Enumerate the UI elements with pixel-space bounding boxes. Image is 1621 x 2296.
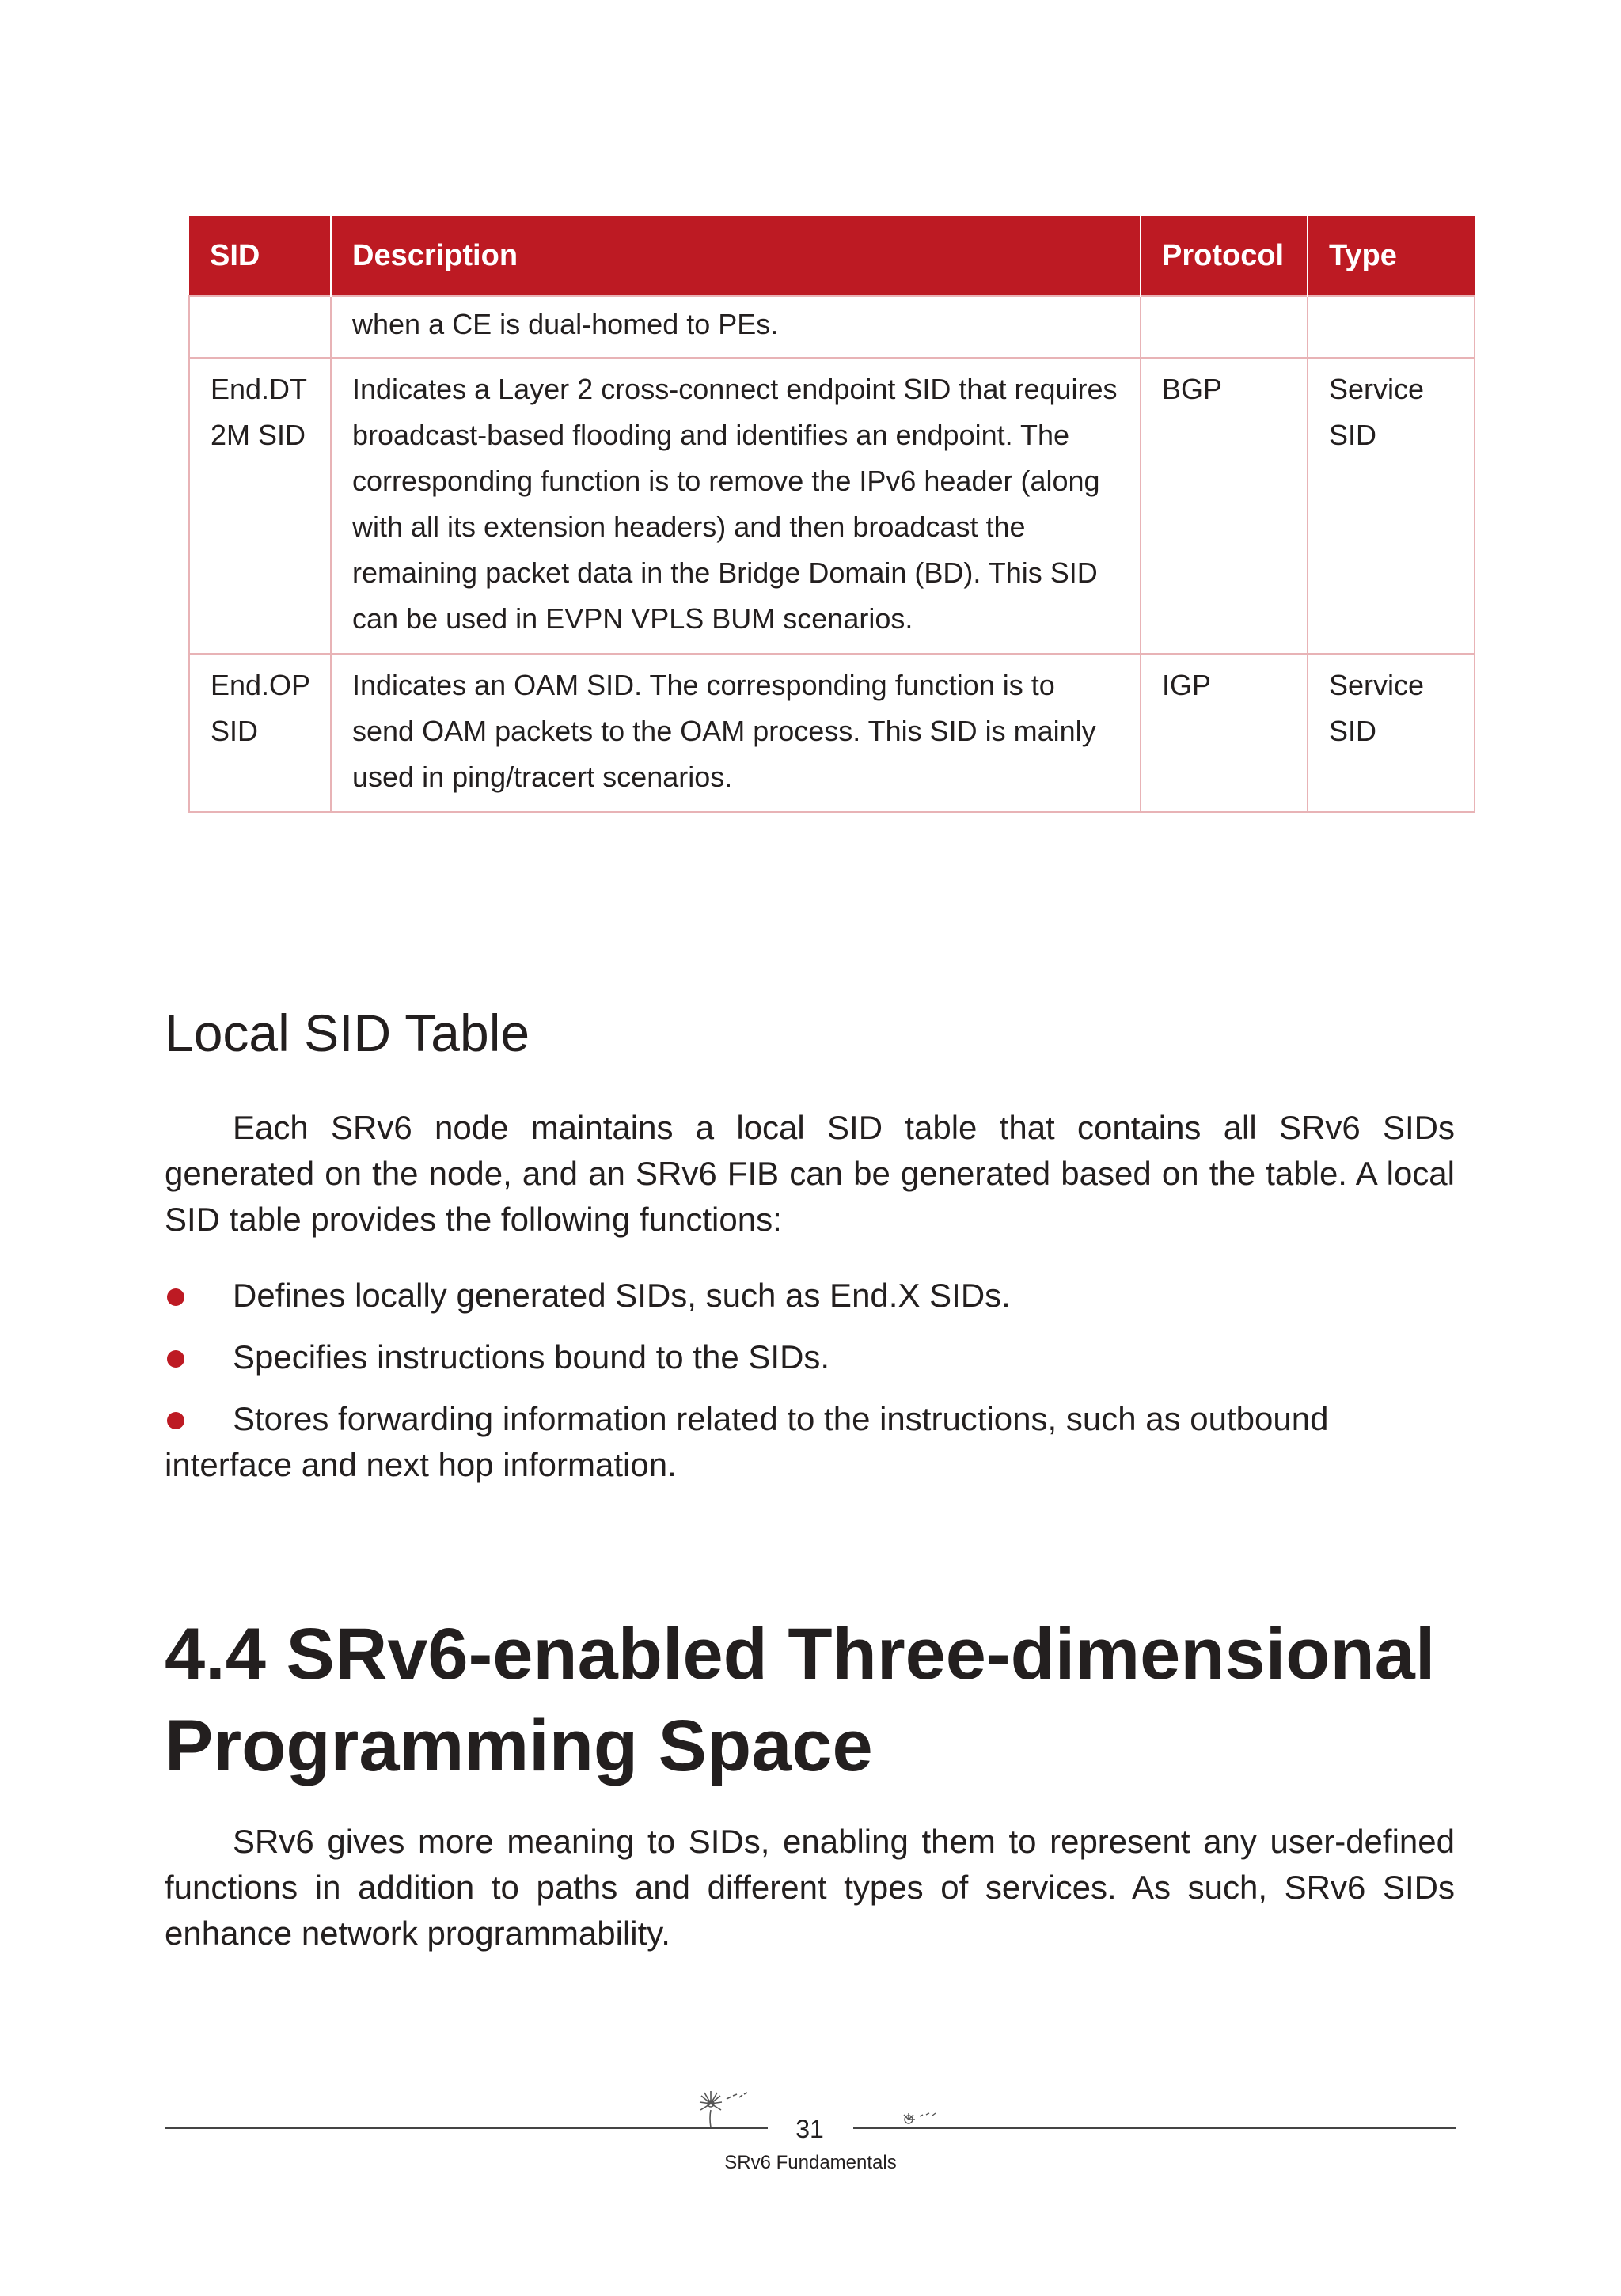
cell-protocol: BGP xyxy=(1141,358,1308,654)
cell-protocol xyxy=(1141,296,1308,358)
cell-sid: End.OP SID xyxy=(189,654,331,812)
footer-title: SRv6 Fundamentals xyxy=(724,2152,897,2173)
header-description: Description xyxy=(331,216,1141,296)
local-sid-heading: Local SID Table xyxy=(165,1004,530,1062)
table-body xyxy=(189,296,1475,812)
header-type: Type xyxy=(1308,216,1475,296)
cell-type: Service SID xyxy=(1308,654,1475,812)
header-protocol: Protocol xyxy=(1141,216,1308,296)
bullet-icon xyxy=(167,1288,184,1306)
dandelion-icon xyxy=(693,2088,757,2129)
bullet-icon xyxy=(167,1412,184,1429)
local-sid-intro: Each SRv6 node maintains a local SID table that contains all SRv6 SIDs generated on the node, and an SRv6 FIB can be generated based on the table. A local SID table provides the following functions: xyxy=(165,1109,1455,1238)
cell-description: Indicates an OAM SID. The corresponding function is to send OAM packets to the OAM process. This SID is mainly used in ping/tracert scenarios. xyxy=(331,654,1141,812)
list-item xyxy=(165,1334,1455,1380)
header-sid: SID xyxy=(189,216,331,296)
footer-divider-right xyxy=(853,2127,1456,2129)
table-row xyxy=(189,296,1475,358)
list-item xyxy=(165,1396,1455,1488)
footer-divider-left xyxy=(165,2127,768,2129)
list-item-text: Defines locally generated SIDs, such as End.X SIDs. xyxy=(233,1277,1011,1314)
page-number: 31 xyxy=(795,2115,824,2143)
cell-protocol: IGP xyxy=(1141,654,1308,812)
cell-description: Indicates a Layer 2 cross-connect endpoint SID that requires broadcast-based flooding and identifies an endpoint. The corresponding function is to remove the IPv6 header (along with all its extension headers) and then broadcast the remaining packet data in the Bridge Domain (BD). This SID can be used in EVPN VPLS BUM scenarios. xyxy=(331,358,1141,654)
list-item-text: Specifies instructions bound to the SIDs. xyxy=(233,1338,830,1376)
cell-type xyxy=(1308,296,1475,358)
sid-table xyxy=(188,216,1475,813)
cell-description: when a CE is dual-homed to PEs. xyxy=(331,296,1141,358)
bullet-icon xyxy=(167,1350,184,1368)
table-header xyxy=(189,216,1475,296)
dandelion-icon xyxy=(901,2108,940,2129)
local-sid-bullet-list xyxy=(165,1273,1455,1504)
list-item xyxy=(165,1273,1455,1319)
cell-sid: End.DT 2M SID xyxy=(189,358,331,654)
table-row xyxy=(189,358,1475,654)
section-heading: 4.4 SRv6-enabled Three-dimensional Programming Space xyxy=(165,1614,1436,1786)
cell-type: Service SID xyxy=(1308,358,1475,654)
table-row xyxy=(189,654,1475,812)
table-header-row xyxy=(189,216,1475,296)
section-paragraph: SRv6 gives more meaning to SIDs, enabling them to represent any user-defined functions in addition to paths and different types of services. As such, SRv6 SIDs enhance network programmability. xyxy=(165,1823,1455,1952)
cell-sid xyxy=(189,296,331,358)
list-item-text: Stores forwarding information related to the instructions, such as outbound interface and next hop information. xyxy=(165,1400,1329,1483)
